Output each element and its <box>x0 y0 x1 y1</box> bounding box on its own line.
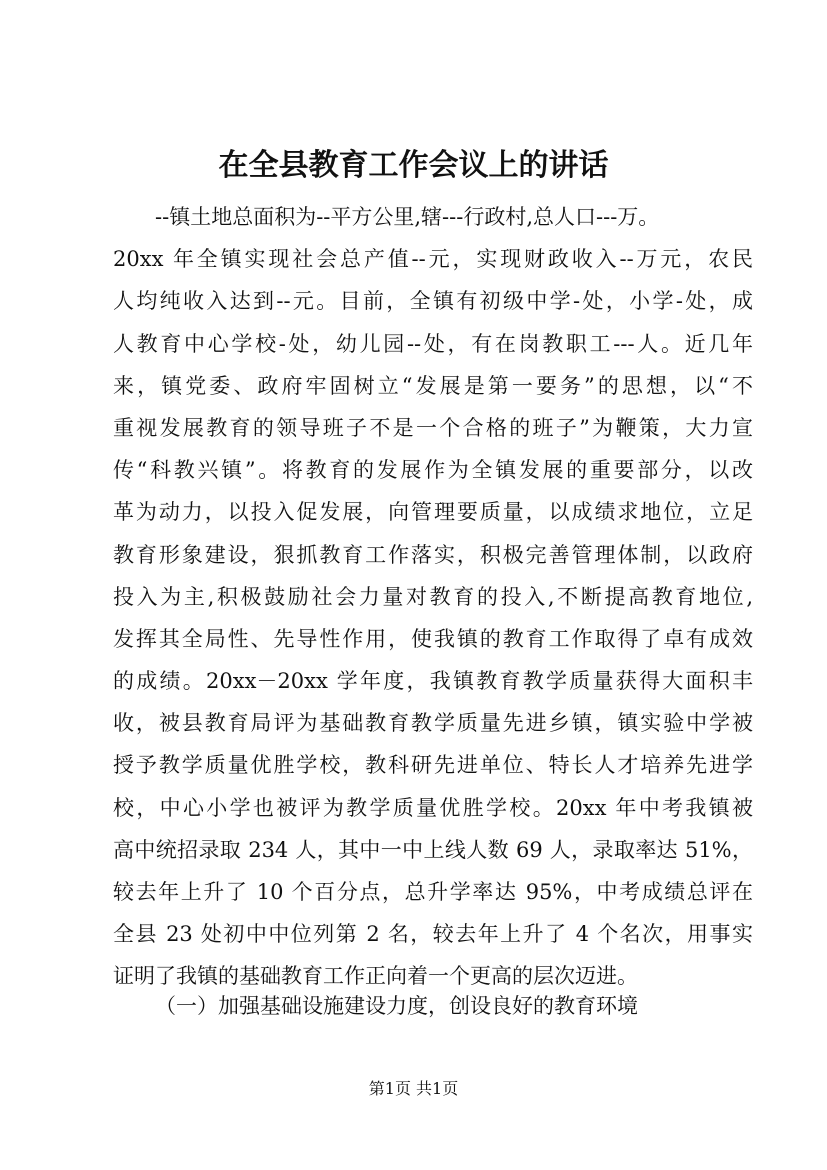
text-line: 人教育中心学校-处，幼儿园--处，有在岗教职工---人。近几年 <box>113 331 753 356</box>
text-line: 教育形象建设，狠抓教育工作落实，积极完善管理体制，以政府 <box>113 542 753 567</box>
text-line: 较去年上升了 10 个百分点，总升学率达 95%，中考成绩总评在 <box>113 880 753 904</box>
text-line: 的成绩。20xx－20xx 学年度，我镇教育教学质量获得大面积丰 <box>113 669 753 694</box>
section-heading: （一）加强基础设施建设力度，创设良好的教育环境 <box>155 994 638 1018</box>
document-title: 在全县教育工作会议上的讲话 <box>218 148 609 183</box>
text-line: 高中统招录取 234 人，其中一中上线人数 69 人，录取率达 51%， <box>113 837 753 862</box>
text-line: --镇土地总面积为--平方公里,辖---行政村,总人口---万。 <box>155 205 660 229</box>
text-line: 全县 23 处初中中位列第 2 名，较去年上升了 4 个名次，用事实 <box>113 922 753 947</box>
body-paragraph <box>113 196 753 998</box>
page-footer: 第1页 共1页 <box>368 1079 459 1098</box>
text-line: 传“科教兴镇”。将教育的发展作为全镇发展的重要部分，以改 <box>113 458 753 483</box>
text-line: 来，镇党委、政府牢固树立“发展是第一要务”的思想，以“不 <box>113 373 753 398</box>
text-line: 投入为主,积极鼓励社会力量对教育的投入,不断提高教育地位, <box>113 584 753 609</box>
text-line: 发挥其全局性、先导性作用，使我镇的教育工作取得了卓有成效 <box>113 626 753 651</box>
text-line: 革为动力，以投入促发展，向管理要质量，以成绩求地位，立足 <box>113 500 753 525</box>
text-line: 授予教学质量优胜学校，教科研先进单位、特长人才培养先进学 <box>113 753 753 778</box>
text-line: 重视发展教育的领导班子不是一个合格的班子”为鞭策，大力宣 <box>113 415 753 440</box>
text-line: 20xx 年全镇实现社会总产值--元，实现财政收入--万元，农民 <box>113 247 753 272</box>
text-line: 校，中心小学也被评为教学质量优胜学校。20xx 年中考我镇被 <box>113 795 753 820</box>
text-line: 人均纯收入达到--元。目前，全镇有初级中学-处，小学-处，成 <box>113 289 753 314</box>
text-line: 证明了我镇的基础教育工作正向着一个更高的层次迈进。 <box>113 964 638 989</box>
text-line: 收，被县教育局评为基础教育教学质量先进乡镇，镇实验中学被 <box>113 711 753 736</box>
